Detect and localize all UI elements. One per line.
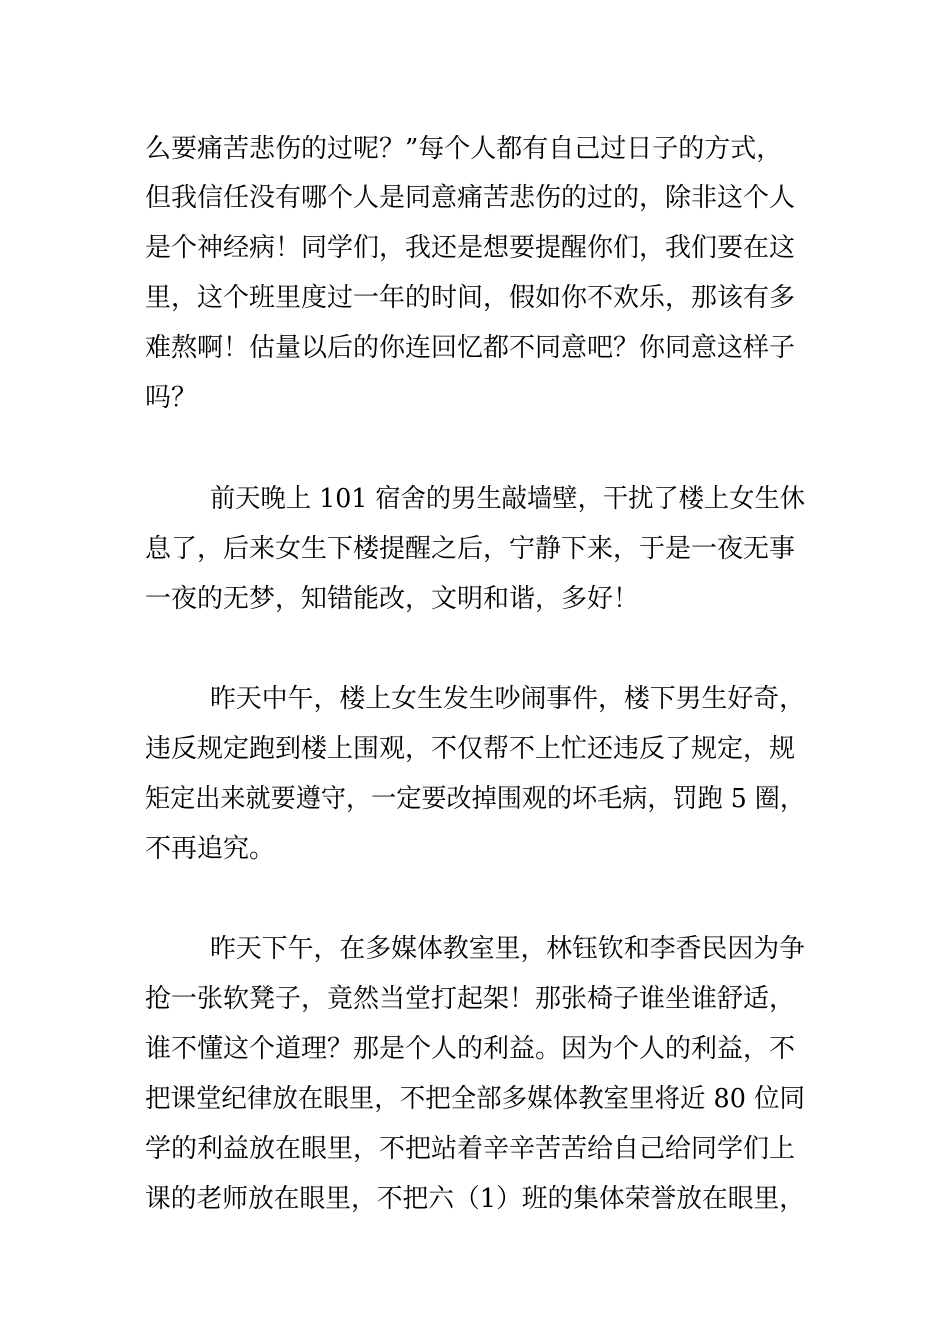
paragraph-1-line-3 [0, 230, 950, 266]
paragraph-4-line-5 [0, 1131, 950, 1167]
text-line: 但我信任没有哪个人是同意痛苦悲伤的过的，除非这个人 [145, 183, 796, 213]
paragraph-3-line-4 [0, 831, 950, 867]
paragraph-3-line-2 [0, 731, 950, 767]
paragraph-4-line-3 [0, 1031, 950, 1067]
text-line: 抢一张软凳子，竟然当堂打起架！那张椅子谁坐谁舒适， [145, 984, 796, 1014]
text-line: 违反规定跑到楼上围观，不仅帮不上忙还违反了规定，规 [145, 734, 796, 764]
paragraph-1-line-5 [0, 330, 950, 366]
paragraph-2-line-3 [0, 581, 950, 617]
paragraph-1-line-1 [0, 131, 950, 167]
text-line: 么要痛苦悲伤的过呢？”每个人都有自己过日子的方式， [145, 134, 783, 164]
text-line: 吗？ [145, 383, 198, 413]
paragraph-1-line-4 [0, 280, 950, 316]
paragraph-2-line-1 [0, 481, 950, 517]
text-line: 不再追究。 [145, 834, 276, 864]
text-line: 课的老师放在眼里，不把六（1）班的集体荣誉放在眼里， [145, 1184, 806, 1214]
paragraph-4-line-2 [0, 981, 950, 1017]
text-line: 昨天中午，楼上女生发生吵闹事件，楼下男生好奇， [210, 684, 806, 714]
text-line: 谁不懂这个道理？那是个人的利益。因为个人的利益，不 [145, 1034, 796, 1064]
paragraph-2-line-2 [0, 531, 950, 567]
text-line: 前天晚上 101 宿舍的男生敲墙壁，干扰了楼上女生休 [210, 484, 806, 514]
text-line: 学的利益放在眼里，不把站着辛辛苦苦给自己给同学们上 [145, 1134, 796, 1164]
text-line: 难熬啊！估量以后的你连回忆都不同意吧？你同意这样子 [145, 333, 796, 363]
paragraph-3-line-3 [0, 781, 950, 817]
paragraph-3-line-1 [0, 681, 950, 717]
text-line: 昨天下午，在多媒体教室里，林钰钦和李香民因为争 [210, 934, 806, 964]
text-line: 矩定出来就要遵守，一定要改掉围观的坏毛病，罚跑 5 圈， [145, 784, 805, 814]
text-line: 一夜的无梦，知错能改，文明和谐，多好！ [145, 584, 640, 614]
paragraph-4-line-4 [0, 1081, 950, 1117]
text-line: 里，这个班里度过一年的时间，假如你不欢乐，那该有多 [145, 283, 796, 313]
text-line: 把课堂纪律放在眼里，不把全部多媒体教室里将近 80 位同 [145, 1084, 806, 1114]
paragraph-1-line-2 [0, 180, 950, 216]
paragraph-1-line-6 [0, 380, 950, 416]
text-line: 是个神经病！同学们，我还是想要提醒你们，我们要在这 [145, 233, 796, 263]
paragraph-4-line-1 [0, 931, 950, 967]
text-line: 息了，后来女生下楼提醒之后，宁静下来，于是一夜无事 [145, 534, 796, 564]
paragraph-4-line-6 [0, 1181, 950, 1217]
